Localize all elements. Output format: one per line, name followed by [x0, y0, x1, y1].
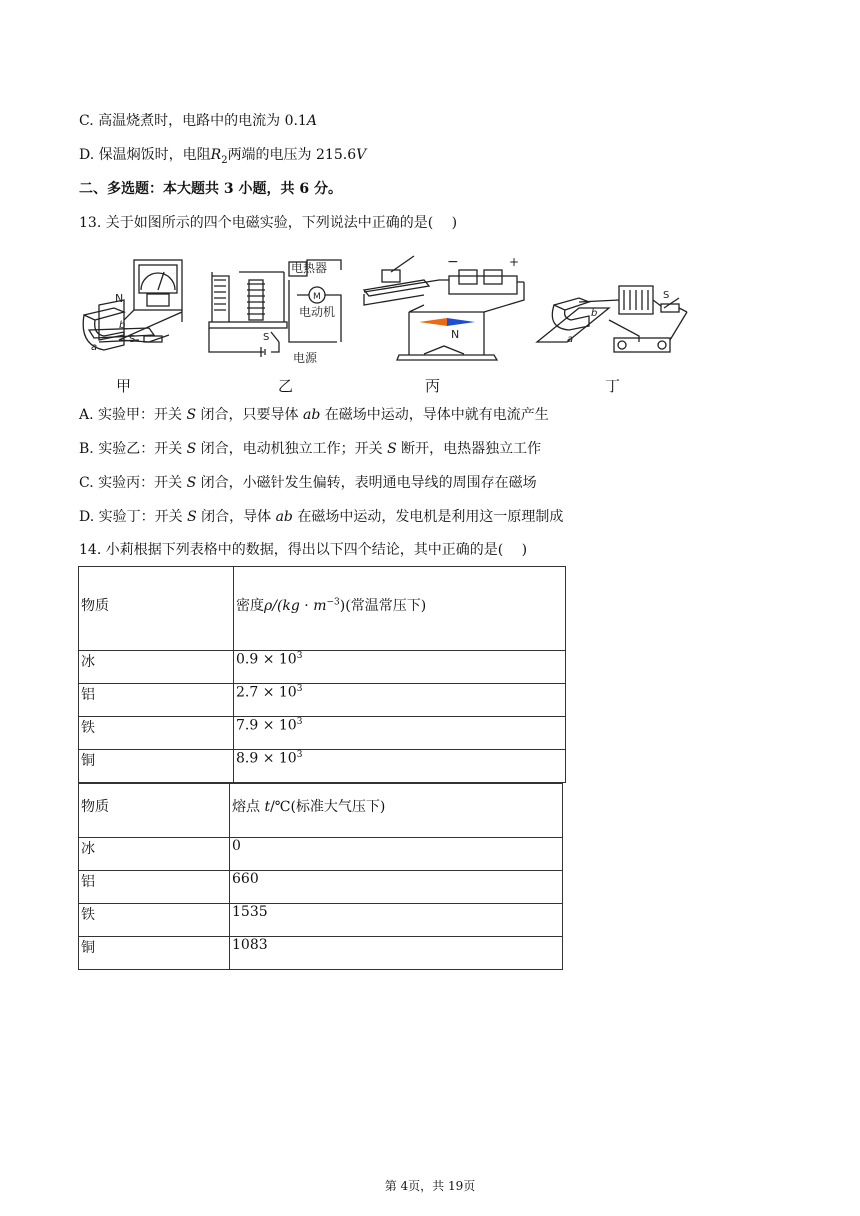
option-d-text: D. 保温焖饭时，电阻	[79, 147, 211, 163]
resistor-symbol: R	[210, 147, 222, 163]
fig-yi-motor: 电动机	[299, 305, 336, 319]
table-row	[79, 871, 563, 904]
density-cell-value	[234, 651, 566, 684]
option-b-mid: 闭合，电动机独立工作；开关	[196, 441, 388, 457]
fig-jia-a: a	[91, 342, 98, 353]
density-header-label: 密度	[236, 598, 264, 614]
option-c13-pre: C. 实验丙：开关	[79, 475, 187, 491]
fig-yi-s: S	[263, 332, 270, 343]
option-d-13	[79, 507, 563, 527]
density-value: 7.9 × 10	[236, 717, 297, 734]
fig-label-jia: 甲	[116, 377, 132, 395]
table-row	[79, 937, 563, 970]
density-exp: 3	[296, 651, 303, 661]
melt-cell-substance: 铝	[79, 871, 230, 904]
option-d13-mid: 闭合，导体	[196, 509, 276, 525]
density-cell-substance: 铜	[79, 750, 234, 783]
density-exp: 3	[296, 750, 303, 760]
option-a	[79, 405, 549, 425]
option-d13-conductor: ab	[275, 509, 293, 525]
fig-jia-n: N	[115, 292, 124, 305]
fig-yi-heater: 电热器	[291, 261, 328, 275]
fig-bing-plus: +	[509, 255, 520, 269]
option-d	[79, 145, 366, 171]
density-value: 0.9 × 10	[236, 651, 297, 668]
density-exp: 3	[296, 684, 303, 694]
option-b-switch: S	[186, 441, 197, 457]
option-d-unit: V	[356, 147, 367, 163]
melt-header-substance: 物质	[79, 784, 230, 838]
option-d13-post: 在磁场中运动，发电机是利用这一原理制成	[292, 509, 564, 525]
option-a-mid: 闭合，只要导体	[196, 407, 303, 423]
option-c-text: C. 高温烧煮时，电路中的电流为	[79, 113, 285, 129]
density-cell-value	[234, 717, 566, 750]
table-row	[79, 717, 566, 750]
table-row	[79, 684, 566, 717]
density-value: 2.7 × 10	[236, 684, 297, 701]
option-d-value: 215.6	[316, 147, 357, 163]
fig-ding-b: b	[591, 308, 598, 319]
melt-cell-substance: 铁	[79, 904, 230, 937]
section-post: 分。	[309, 181, 342, 197]
melt-cell-value: 0	[230, 838, 563, 871]
fig-label-bing: 丙	[425, 377, 441, 395]
fig-jia-b: b	[119, 320, 126, 331]
fig-label-ding: 丁	[605, 377, 621, 395]
option-b-post: 断开，电热器独立工作	[396, 441, 542, 457]
density-cell-value	[234, 750, 566, 783]
resistor-subscript: 2	[221, 154, 228, 166]
melt-cell-substance: 铜	[79, 937, 230, 970]
option-a-conductor: ab	[302, 407, 321, 423]
density-cell-substance: 铝	[79, 684, 234, 717]
density-table	[78, 566, 566, 783]
fig-yi-motor-symbol: M	[313, 292, 321, 302]
melt-header-label: 熔点	[232, 799, 265, 815]
melting-point-table	[78, 783, 563, 970]
question-13: 13. 关于如图所示的四个电磁实验，下列说法中正确的是( )	[79, 215, 458, 231]
section-count: 3	[223, 181, 234, 197]
table-row	[79, 784, 563, 838]
fig-label-yi: 乙	[278, 377, 294, 395]
option-c-unit: A	[306, 113, 317, 129]
density-header-quantity	[234, 567, 566, 651]
fig-ding-a: a	[567, 334, 574, 345]
option-d13-pre: D. 实验丁：开关	[79, 509, 188, 525]
density-value: 8.9 × 10	[236, 750, 297, 767]
melt-cell-value: 1083	[230, 937, 563, 970]
density-cell-value	[234, 684, 566, 717]
density-header-substance: 物质	[79, 567, 234, 651]
density-header-unit: ρ/(kg · m	[264, 598, 327, 614]
density-header-cond: )(常温常压下)	[339, 598, 427, 614]
table-row	[79, 651, 566, 684]
melt-header-symbol: t	[264, 799, 271, 815]
density-cell-substance: 冰	[79, 651, 234, 684]
option-a-switch: S	[186, 407, 197, 423]
experiment-figure	[79, 250, 699, 395]
section-points: 6	[299, 181, 310, 197]
melt-header-quantity	[230, 784, 563, 838]
fig-jia-s: S	[129, 334, 136, 345]
option-c-value: 0.1	[284, 113, 307, 129]
melt-header-unit: /℃(标准大气压下)	[270, 799, 386, 815]
compass-needle-south	[419, 318, 447, 326]
melt-cell-value: 660	[230, 871, 563, 904]
option-b-pre: B. 实验乙：开关	[79, 441, 187, 457]
section-header	[79, 179, 342, 199]
option-b-switch-2: S	[387, 441, 397, 457]
table-row	[79, 750, 566, 783]
table-row	[79, 567, 566, 651]
page-footer: 第 4页，共 19页	[384, 1179, 476, 1193]
option-c-13	[79, 473, 537, 493]
option-d-mid: 两端的电压为	[227, 147, 317, 163]
melt-cell-substance: 冰	[79, 838, 230, 871]
density-exp: 3	[296, 717, 303, 727]
section-mid: 小题，共	[233, 181, 300, 197]
table-row	[79, 838, 563, 871]
fig-bing-n: N	[451, 328, 460, 341]
fig-yi-source: 电源	[293, 351, 318, 365]
experiment-bing	[364, 256, 524, 360]
density-header-exp: −3	[326, 597, 340, 608]
table-row	[79, 904, 563, 937]
option-c13-switch: S	[186, 475, 197, 491]
question-14: 14. 小莉根据下列表格中的数据，得出以下四个结论，其中正确的是( )	[79, 542, 528, 558]
option-c	[79, 111, 317, 131]
option-b	[79, 439, 541, 459]
option-c13-post: 闭合，小磁针发生偏转，表明通电导线的周围存在磁场	[196, 475, 537, 491]
option-a-post: 在磁场中运动，导体中就有电流产生	[320, 407, 549, 423]
melt-cell-value: 1535	[230, 904, 563, 937]
density-cell-substance: 铁	[79, 717, 234, 750]
fig-ding-s: S	[663, 290, 670, 301]
compass-needle-north	[447, 318, 475, 326]
option-a-pre: A. 实验甲：开关	[79, 407, 187, 423]
fig-bing-minus: −	[447, 254, 459, 270]
section-pre: 二、多选题：本大题共	[79, 181, 224, 197]
option-d13-switch: S	[187, 509, 197, 525]
